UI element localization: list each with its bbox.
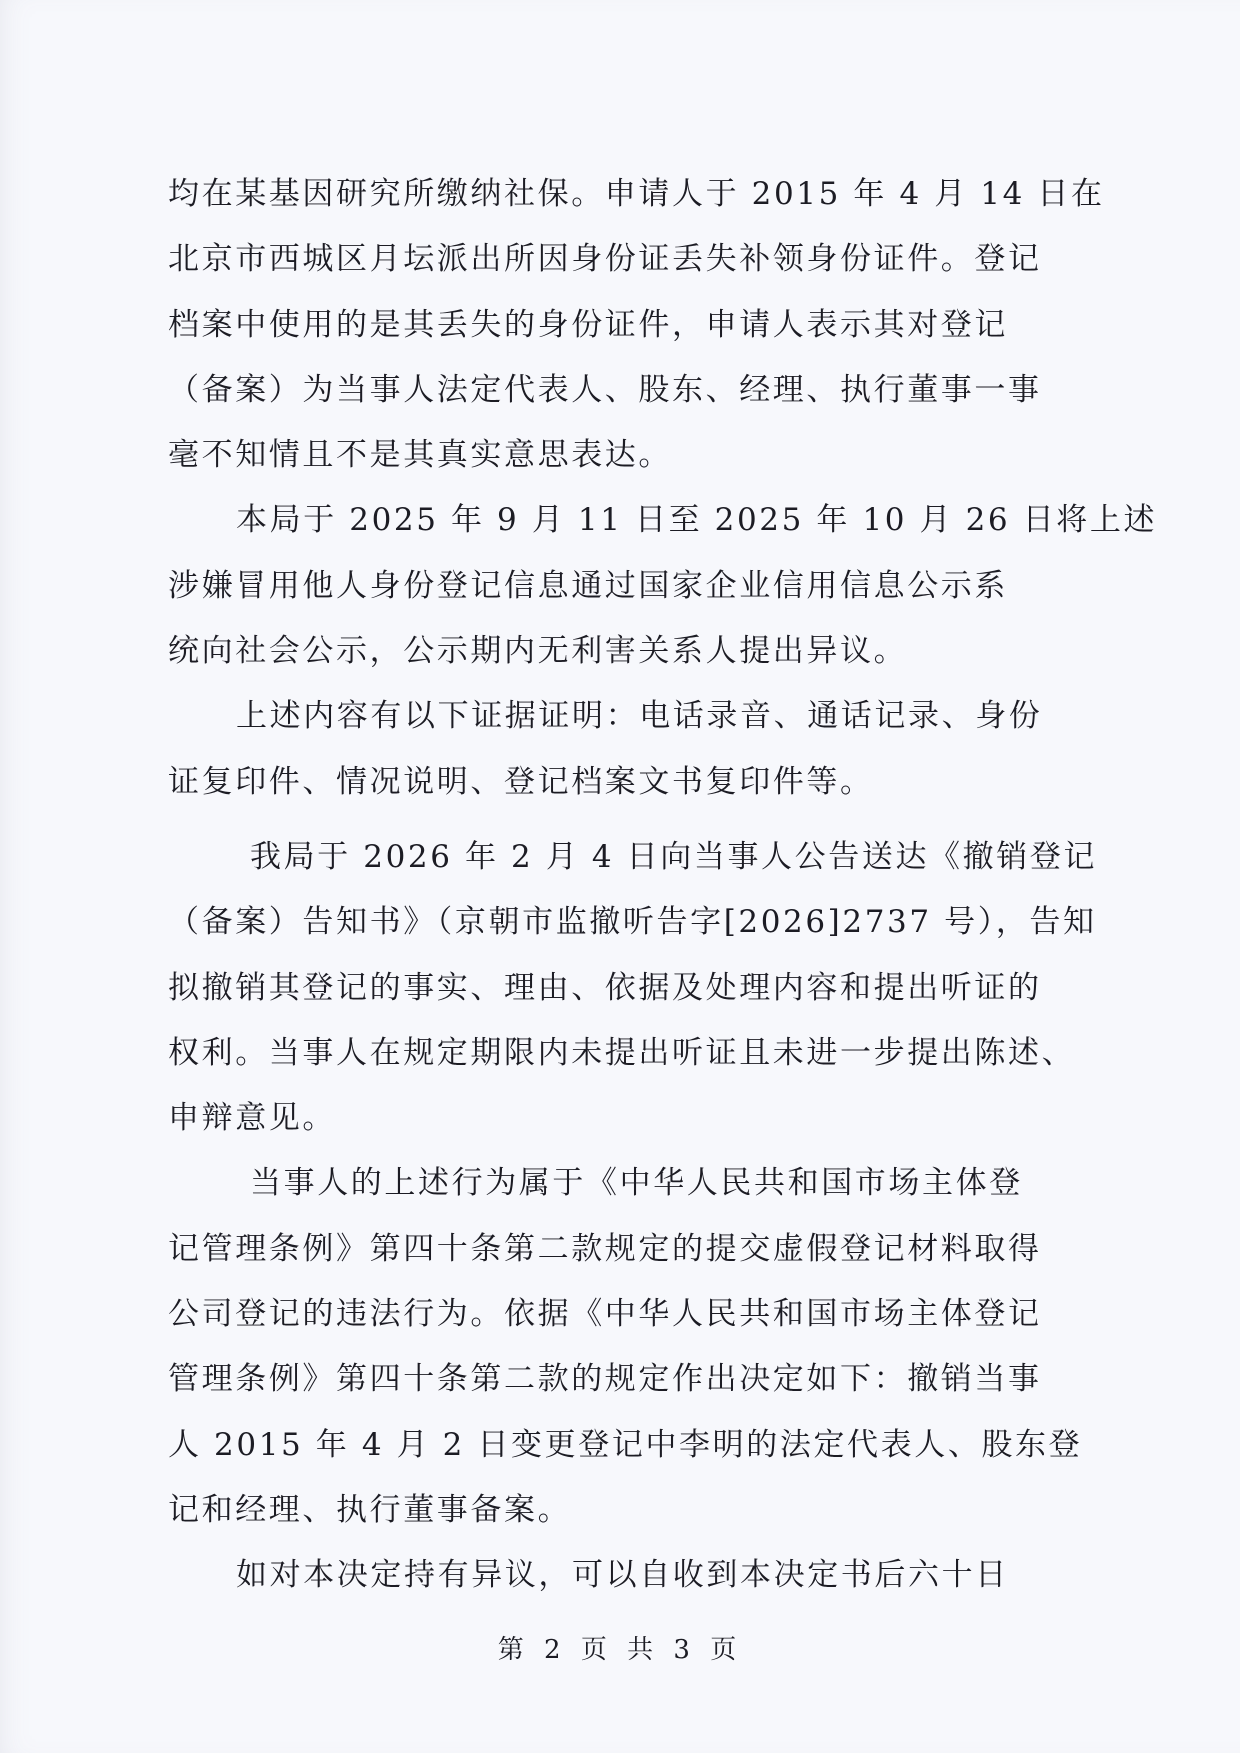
- text-line: 记管理条例》第四十条第二款规定的提交虚假登记材料取得: [168, 1230, 1042, 1267]
- paragraph-evidence: [168, 684, 1043, 815]
- paragraph-applicant-statement: [168, 162, 1105, 488]
- text-line: （备案）为当事人法定代表人、股东、经理、执行董事一事: [168, 371, 1042, 408]
- text-line: 证复印件、情况说明、登记档案文书复印件等。: [168, 763, 874, 800]
- text-line: 均在某基因研究所缴纳社保。申请人于 2015 年 4 月 14 日在: [168, 176, 1105, 212]
- text-line: 人 2015 年 4 月 2 日变更登记中李明的法定代表人、股东登: [168, 1426, 1083, 1463]
- text-line: 如对本决定持有异议，可以自收到本决定书后六十日: [236, 1557, 1009, 1594]
- paragraph-appeal: [168, 1543, 1034, 1608]
- paragraph-notification: [168, 825, 1098, 1151]
- text-line: 管理条例》第四十条第二款的规定作出决定如下：撤销当事: [168, 1361, 1042, 1398]
- document-body: [168, 162, 1158, 1609]
- text-line: 我局于 2026 年 2 月 4 日向当事人公告送达《撤销登记: [250, 838, 1098, 875]
- text-line: 涉嫌冒用他人身份登记信息通过国家企业信用信息公示系: [168, 567, 1008, 604]
- text-line: 本局于 2025 年 9 月 11 日至 2025 年 10 月 26 日将上述: [236, 502, 1158, 539]
- text-line: 档案中使用的是其丢失的身份证件，申请人表示其对登记: [168, 306, 1008, 343]
- text-line: 申辩意见。: [168, 1100, 336, 1137]
- text-line: 上述内容有以下证据证明：电话录音、通话记录、身份: [236, 698, 1043, 735]
- text-line: 拟撤销其登记的事实、理由、依据及处理内容和提出听证的: [168, 969, 1042, 1006]
- text-line: （备案）告知书》（京朝市监撤听告字[2026]2737 号），告知: [168, 904, 1097, 941]
- text-line: 统向社会公示，公示期内无利害关系人提出异议。: [168, 633, 908, 670]
- text-line: 北京市西城区月坛派出所因身份证丢失补领身份证件。登记: [168, 241, 1042, 278]
- paragraph-decision: [168, 1151, 1083, 1543]
- text-line: 毫不知情且不是其真实意思表达。: [168, 437, 672, 474]
- page-number-footer: 第 2 页 共 3 页: [497, 1635, 743, 1665]
- text-line: 记和经理、执行董事备案。: [168, 1491, 572, 1528]
- text-line: 权利。当事人在规定期限内未提出听证且未进一步提出陈述、: [168, 1034, 1076, 1071]
- text-line: 当事人的上述行为属于《中华人民共和国市场主体登: [250, 1165, 1023, 1202]
- text-line: 公司登记的违法行为。依据《中华人民共和国市场主体登记: [168, 1296, 1042, 1333]
- paragraph-public-notice: [168, 488, 1158, 684]
